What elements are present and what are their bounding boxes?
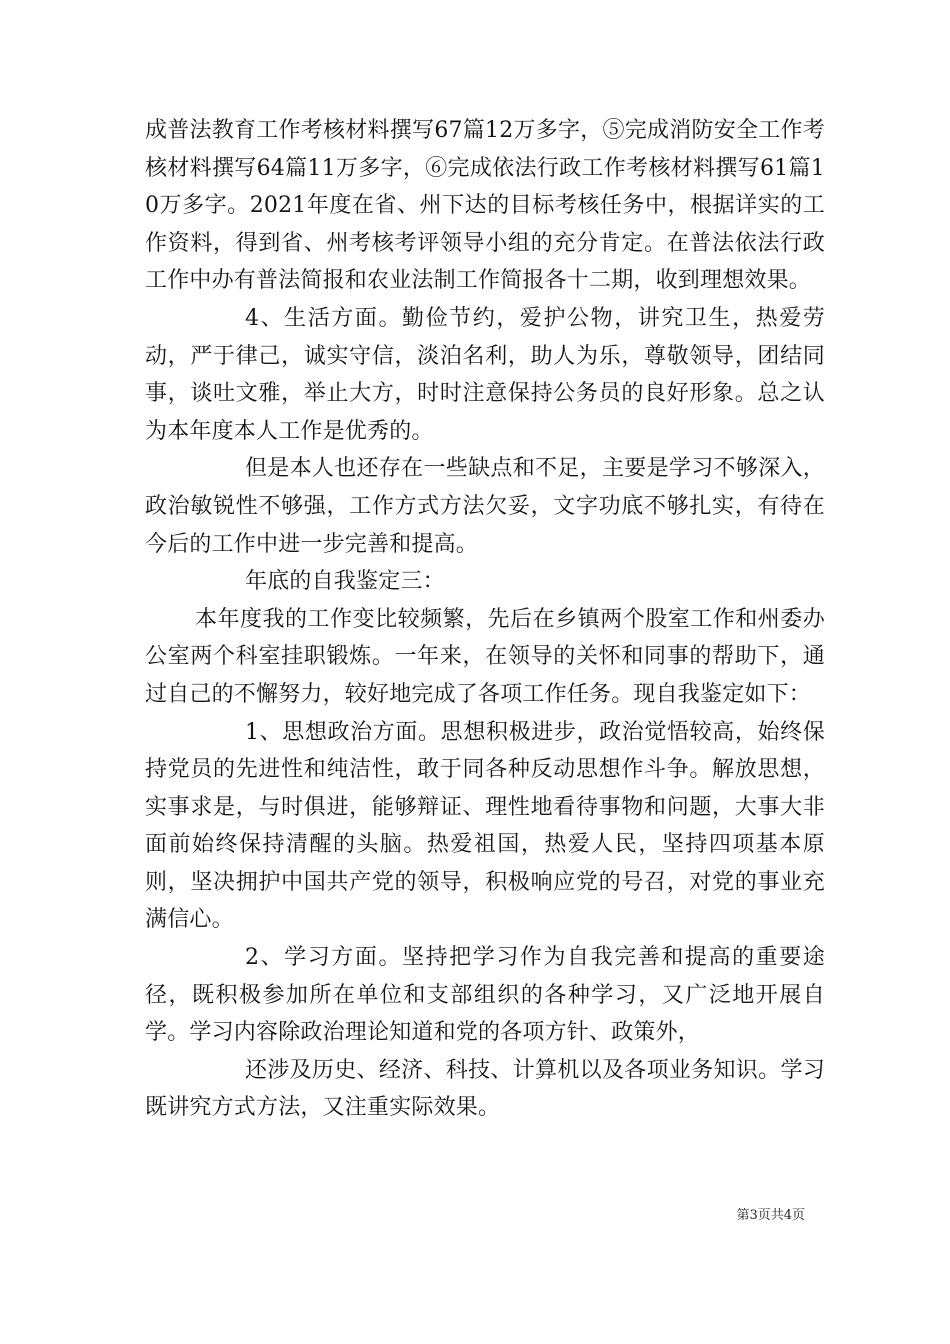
document-body <box>145 112 825 1127</box>
paragraph-continuation: 成普法教育工作考核材料撰写67篇12万多字，⑤完成消防安全工作考核材料撰写64篇11万多字，⑥完成依法行政工作考核材料撰写61篇10万多字。2021年度在省、州下达的目标考核任务中，根据详实的工作资料，得到省、州考核考评领导小组的充分肯定。在普法依法行政工作中办有普法简报和农业法制工作简报各十二期，收到理想效果。 <box>145 118 825 294</box>
paragraph-study-continued: 还涉及历史、经济、科技、计算机以及各项业务知识。学习既讲究方式方法，又注重实际效果。 <box>145 1057 825 1121</box>
paragraph-life-aspect: 4、生活方面。勤俭节约，爱护公物，讲究卫生，热爱劳动，严于律己，诚实守信，淡泊名利，助人为乐，尊敬领导，团结同事，谈吐文雅，举止大方，时时注意保持公务员的良好形象。总之认为本年度本人工作是优秀的。 <box>145 305 825 444</box>
paragraph-study: 2、学习方面。坚持把学习作为自我完善和提高的重要途径，既积极参加所在单位和支部组织的各种学习，又广泛地开展自学。学习内容除政治理论知道和党的各项方针、政策外， <box>145 945 825 1046</box>
paragraph-intro: 本年度我的工作变比较频繁，先后在乡镇两个股室工作和州委办公室两个科室挂职锻炼。一年来，在领导的关怀和同事的帮助下，通过自己的不懈努力，较好地完成了各项工作任务。现自我鉴定如下： <box>145 606 825 707</box>
paragraph-political-thought: 1、思想政治方面。思想积极进步，政治觉悟较高，始终保持党员的先进性和纯洁性，敢于同各种反动思想作斗争。解放思想，实事求是，与时俱进，能够辩证、理性地看待事物和问题，大事大非面前始终保持清醒的头脑。热爱祖国，热爱人民，坚持四项基本原则，坚决拥护中国共产党的领导，积极响应党的号召，对党的事业充满信心。 <box>145 719 825 933</box>
section-heading-self-assessment-three: 年底的自我鉴定三： <box>245 569 445 595</box>
page-number: 第3页共4页 <box>736 1208 805 1223</box>
paragraph-shortcomings: 但是本人也还存在一些缺点和不足，主要是学习不够深入，政治敏锐性不够强，工作方式方法欠妥，文字功底不够扎实，有待在今后的工作中进一步完善和提高。 <box>145 456 825 557</box>
